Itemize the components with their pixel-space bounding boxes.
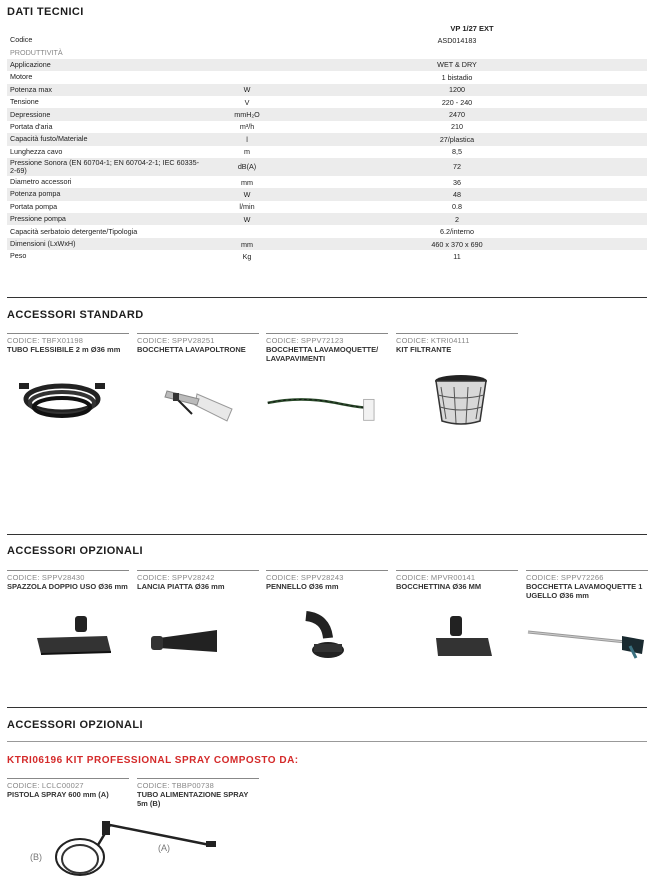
spec-label: Motore	[10, 72, 33, 82]
filter-basket-icon	[396, 369, 518, 429]
spec-value: 1200	[449, 85, 465, 95]
spec-row	[7, 34, 647, 46]
spec-rows	[7, 34, 647, 263]
spec-row	[7, 158, 647, 176]
crevice-tool-icon	[137, 608, 259, 668]
spec-row	[7, 96, 647, 108]
spec-value: 27/plastica	[439, 134, 475, 144]
accessory-name: BOCCHETTINA Ø36 MM	[396, 582, 482, 591]
spec-value: 2470	[449, 110, 465, 120]
spec-row	[7, 225, 647, 237]
label-b: (B)	[30, 852, 42, 862]
standard-title: ACCESSORI STANDARD	[7, 309, 144, 321]
tech-title: DATI TECNICI	[7, 6, 84, 18]
accessory-code: CODICE: SPPV28243	[266, 573, 344, 582]
accessory-code: CODICE: SPPV72266	[526, 573, 604, 582]
divider	[7, 534, 647, 535]
accessory-code: CODICE: SPPV28251	[137, 336, 215, 345]
spec-unit: W	[243, 189, 251, 199]
spec-value: 1 bistadio	[441, 72, 473, 82]
divider	[7, 297, 647, 298]
spec-row	[7, 59, 647, 71]
accessory-name: KIT FILTRANTE	[396, 345, 452, 354]
spec-unit: mm	[241, 239, 253, 249]
spec-unit: m³/h	[239, 122, 255, 132]
spec-row	[7, 121, 647, 133]
spec-label: Codice	[10, 35, 33, 45]
accessory-code: CODICE: MPVR00141	[396, 573, 476, 582]
upholstery-nozzle-icon	[137, 369, 259, 429]
spray-gun-icon	[40, 815, 230, 887]
accessory-item	[526, 570, 648, 600]
round-brush-icon	[266, 608, 388, 668]
spec-row	[7, 84, 647, 96]
label-a: (A)	[158, 843, 170, 853]
optional-title-2: ACCESSORI OPZIONALI	[7, 719, 143, 731]
spec-unit: mmH₂O	[234, 110, 260, 120]
divider	[7, 741, 647, 742]
accessory-code: CODICE: LCLC00027	[7, 781, 84, 790]
spec-row	[7, 213, 647, 225]
spec-label: Applicazione	[10, 59, 51, 69]
spec-unit: mm	[241, 177, 253, 187]
accessory-code: CODICE: SPPV28242	[137, 573, 215, 582]
accessory-name: BOCCHETTA LAVAMOQUETTE/ LAVAPAVIMENTI	[266, 345, 379, 363]
dual-brush-icon	[7, 608, 129, 668]
kit-title: KTRI06196 KIT PROFESSIONAL SPRAY COMPOSTO DA:	[7, 755, 299, 766]
accessory-item	[7, 778, 129, 800]
spec-unit: dB(A)	[237, 162, 257, 172]
accessory-name: PISTOLA SPRAY 600 mm (A)	[7, 790, 109, 799]
spec-row	[7, 108, 647, 120]
spec-value: 2	[455, 214, 459, 224]
divider	[7, 707, 647, 708]
spec-label: Tensione	[10, 97, 39, 107]
coiled-hose-icon	[7, 369, 129, 429]
accessory-item	[266, 570, 388, 592]
small-nozzle-icon	[396, 608, 518, 668]
model-header: VP 1/27 EXT	[450, 24, 494, 33]
spec-label: Pressione Sonora (EN 60704-1; EN 60704-2-1; IEC 60335-2-69)	[10, 157, 199, 175]
accessory-item	[137, 333, 259, 355]
spec-value: 460 x 370 x 690	[431, 239, 483, 249]
spec-unit: V	[244, 97, 250, 107]
spec-row	[7, 133, 647, 145]
spec-label: Capacità fusto/Materiale	[10, 134, 88, 144]
spec-label: Diametro accessori	[10, 177, 72, 187]
spec-label: Depressione	[10, 109, 51, 119]
spec-row	[7, 250, 647, 262]
spec-row	[7, 71, 647, 83]
accessory-item	[7, 333, 129, 355]
spec-value: WET & DRY	[437, 60, 477, 70]
spec-unit: l/min	[239, 202, 255, 212]
accessory-name: LANCIA PIATTA Ø36 mm	[137, 582, 225, 591]
accessory-name: BOCCHETTA LAVAPOLTRONE	[137, 345, 246, 354]
accessory-name: PENNELLO Ø36 mm	[266, 582, 339, 591]
spec-label: Potenza pompa	[10, 189, 61, 199]
spec-label: Pressione pompa	[10, 214, 66, 224]
carpet-wand-icon	[266, 379, 388, 439]
spec-value: 6.2/interno	[440, 227, 474, 237]
accessory-name: BOCCHETTA LAVAMOQUETTE 1 UGELLO Ø36 mm	[526, 582, 643, 600]
spec-row	[7, 146, 647, 158]
spec-value: 220 - 240	[441, 97, 473, 107]
spec-label: Potenza max	[10, 84, 52, 94]
spec-value: 36	[453, 177, 461, 187]
spec-label: PRODUTTIVITÀ	[10, 47, 63, 57]
accessory-name: SPAZZOLA DOPPIO USO Ø36 mm	[7, 582, 128, 591]
spec-value: 48	[453, 189, 461, 199]
spec-unit: W	[243, 85, 251, 95]
spec-label: Lunghezza cavo	[10, 146, 63, 156]
spec-row	[7, 201, 647, 213]
spec-label: Capacità serbatoio detergente/Tipologia	[10, 226, 138, 236]
spec-row	[7, 176, 647, 188]
accessory-item	[396, 333, 518, 355]
spec-row	[7, 238, 647, 250]
spec-unit: m	[244, 147, 250, 157]
spec-label: Peso	[10, 251, 27, 261]
spec-value: ASD014183	[437, 35, 477, 45]
carpet-wand-single-icon	[526, 618, 648, 678]
accessory-code: CODICE: SPPV72123	[266, 336, 344, 345]
spec-row	[7, 46, 647, 58]
spec-unit: Kg	[242, 251, 252, 261]
spec-value: 11	[453, 251, 461, 261]
spec-unit: l	[246, 134, 248, 144]
spec-value: 8,5	[452, 147, 462, 157]
spec-label: Portata pompa	[10, 201, 58, 211]
optional-title: ACCESSORI OPZIONALI	[7, 545, 143, 557]
spec-value: 210	[451, 122, 463, 132]
spec-row	[7, 188, 647, 200]
accessory-item	[137, 778, 259, 808]
accessory-name: TUBO ALIMENTAZIONE SPRAY 5m (B)	[137, 790, 249, 808]
spec-value: 0.8	[452, 202, 462, 212]
accessory-item	[137, 570, 259, 592]
spec-unit: W	[243, 214, 251, 224]
spec-label: Dimensioni (LxWxH)	[10, 239, 76, 249]
accessory-code: CODICE: KTRI04111	[396, 336, 470, 345]
accessory-code: CODICE: TBFX01198	[7, 336, 84, 345]
spec-label: Portata d'aria	[10, 121, 53, 131]
accessory-code: CODICE: SPPV28430	[7, 573, 85, 582]
accessory-item	[266, 333, 388, 363]
spec-value: 72	[453, 162, 461, 172]
accessory-name: TUBO FLESSIBILE 2 m Ø36 mm	[7, 345, 121, 354]
accessory-code: CODICE: TBBP00738	[137, 781, 215, 790]
accessory-item	[7, 570, 129, 592]
accessory-item	[396, 570, 518, 592]
